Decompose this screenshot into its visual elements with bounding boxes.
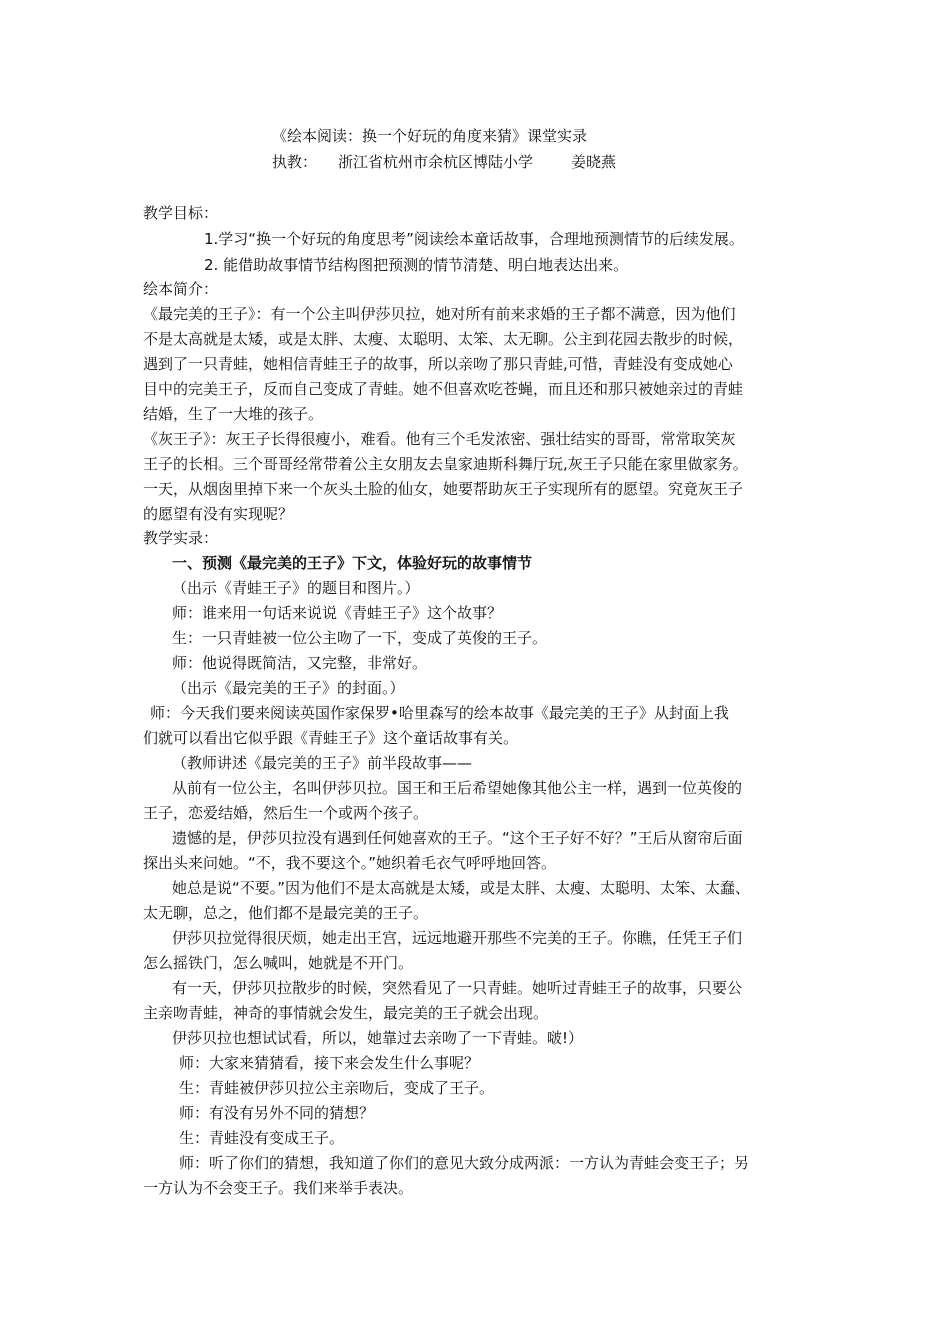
record-line: 师：听了你们的猜想，我知道了你们的意见大致分成两派：一方认为青蛙会变王子；另 xyxy=(179,1154,750,1172)
record-line: （教师讲述《最完美的王子》前半段故事—— xyxy=(172,754,473,772)
record-line: 王子，恋爱结婚，然后生一个或两个孩子。 xyxy=(143,804,429,822)
record-line: 伊莎贝拉也想试试看，所以，她靠过去亲吻了一下青蛙。啵!） xyxy=(172,1029,584,1047)
intro-line: 一天，从烟囱里掉下来一个灰头土脸的仙女，她要帮助灰王子实现所有的愿望。究竟灰王子 xyxy=(143,480,744,498)
intro-line: 王子的长相。三个哥哥经常带着公主女朋友去皇家迪斯科舞厅玩,灰王子只能在家里做家务。 xyxy=(143,455,748,473)
record-line: 怎么摇铁门，怎么喊叫，她就是不开门。 xyxy=(143,954,414,972)
intro-line: 的愿望有没有实现呢？ xyxy=(143,505,294,523)
record-line: 师：大家来猜猜看，接下来会发生什么事呢？ xyxy=(179,1054,480,1072)
record-line: 主亲吻青蛙，神奇的事情就会发生，最完美的王子就会出现。 xyxy=(143,1004,549,1022)
record-line: 师：他说得既简洁，又完整，非常好。 xyxy=(172,654,428,672)
objective-1: 1.学习“换一个好玩的角度思考”阅读绘本童话故事，合理地预测情节的后续发展。 xyxy=(204,230,744,248)
intro-line: 不是太高就是太矮，或是太胖、太瘦、太聪明、太笨、太无聊。公主到花园去散步的时候， xyxy=(143,330,744,348)
record-line: 太无聊，总之，他们都不是最完美的王子。 xyxy=(143,904,429,922)
record-line: （出示《最完美的王子》的封面。） xyxy=(172,679,405,697)
record-line: 师：谁来用一句话来说说《青蛙王子》这个故事？ xyxy=(172,604,503,622)
author-school: 浙江省杭州市余杭区博陆小学 xyxy=(338,153,534,171)
record-line: 伊莎贝拉觉得很厌烦，她走出王宫，远远地避开那些不完美的王子。你瞧，任凭王子们 xyxy=(172,929,743,947)
record-line: 生：青蛙被伊莎贝拉公主亲吻后，变成了王子。 xyxy=(179,1079,495,1097)
record-heading: 教学实录： xyxy=(143,529,219,547)
section-title: 一、预测《最完美的王子》下文，体验好玩的故事情节 xyxy=(172,554,533,572)
record-line: 一方认为不会变王子。我们来举手表决。 xyxy=(143,1179,414,1197)
intro-heading: 绘本简介： xyxy=(143,280,219,298)
intro-line: 遇到了一只青蛙，她相信青蛙王子的故事，所以亲吻了那只青蛙,可惜，青蛙没有变成她心 xyxy=(143,355,733,373)
objective-2: 2. 能借助故事情节结构图把预测的情节清楚、明白地表达出来。 xyxy=(204,256,629,274)
document-title: 《绘本阅读：换一个好玩的角度来猜》课堂实录 xyxy=(272,127,588,145)
record-line: 生：青蛙没有变成王子。 xyxy=(179,1129,345,1147)
intro-line: 《灰王子》：灰王子长得很瘦小，难看。他有三个毛发浓密、强壮结实的哥哥，常常取笑灰 xyxy=(143,430,736,448)
record-line: 师：今天我们要来阅读英国作家保罗•哈里森写的绘本故事《最完美的王子》从封面上我 xyxy=(150,704,729,722)
record-line: （出示《青蛙王子》的题目和图片。） xyxy=(172,579,420,597)
intro-line: 结婚，生了一大堆的孩子。 xyxy=(143,405,324,423)
author-label: 执教： xyxy=(272,153,318,171)
record-line: 探出头来问她。“不，我不要这个。”她织着毛衣气呼呼地回答。 xyxy=(143,854,557,872)
intro-line: 目中的完美王子，反而自己变成了青蛙。她不但喜欢吃苍蝇，而且还和那只被她亲过的青蛙 xyxy=(143,380,744,398)
objectives-heading: 教学目标： xyxy=(143,204,219,222)
author-name: 姜晓燕 xyxy=(571,153,617,171)
record-line: 生：一只青蛙被一位公主吻了一下，变成了英俊的王子。 xyxy=(172,629,548,647)
record-line: 师：有没有另外不同的猜想？ xyxy=(179,1104,375,1122)
intro-line: 《最完美的王子》：有一个公主叫伊莎贝拉，她对所有前来求婚的王子都不满意，因为他们 xyxy=(143,305,736,323)
record-line: 们就可以看出它似乎跟《青蛙王子》这个童话故事有关。 xyxy=(143,729,519,747)
record-line: 她总是说“不要。”因为他们不是太高就是太矮，或是太胖、太瘦、太聪明、太笨、太蠢、 xyxy=(172,879,751,897)
record-line: 有一天，伊莎贝拉散步的时候，突然看见了一只青蛙。她听过青蛙王子的故事，只要公 xyxy=(172,979,743,997)
record-line: 从前有一位公主，名叫伊莎贝拉。国王和王后希望她像其他公主一样，遇到一位英俊的 xyxy=(172,779,743,797)
record-line: 遗憾的是，伊莎贝拉没有遇到任何她喜欢的王子。“这个王子好不好？”王后从窗帘后面 xyxy=(172,829,743,847)
